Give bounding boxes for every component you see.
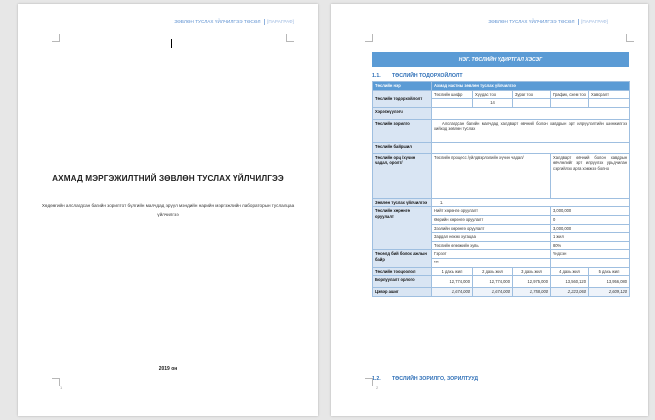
- table-cell: Гэрээт: [432, 250, 551, 259]
- table-cell: 80%: [551, 241, 630, 250]
- table-cell: Цэвэр ашиг: [373, 288, 432, 297]
- header-text: ЗӨВЛӨН ТУСЛАХ ҮЙЛЧИЛГЭЭ ТӨСӨЛ: [488, 19, 575, 25]
- table-cell: [432, 107, 630, 119]
- table-row: [373, 267, 630, 276]
- table-cell: Төслийн өгөөжийн хувь: [432, 241, 551, 250]
- table-row: [373, 119, 630, 142]
- table-cell: 13,560,120: [551, 276, 589, 288]
- table-cell: Төслийн тооцоолол: [373, 267, 432, 276]
- table-cell: 14: [473, 99, 513, 108]
- margin-corner-mark: [626, 34, 634, 42]
- table-cell: [551, 99, 589, 108]
- table-cell: 1 дахь жил: [432, 267, 473, 276]
- table-cell: [513, 99, 551, 108]
- table-cell: [432, 99, 473, 108]
- chapter-banner: НЭГ. ТӨСЛИЙН ҮДИРТГАЛ ХЭСЭГ: [372, 52, 629, 67]
- table-cell: 0: [551, 215, 630, 224]
- table-cell: ***: [432, 258, 551, 267]
- margin-corner-mark: [365, 378, 373, 386]
- header-page-label: [ПАРАГРАФ]: [581, 19, 608, 25]
- table-cell: Төсөлд бий болох ажлын байр: [373, 250, 432, 267]
- section-number: 1.1.: [372, 73, 381, 79]
- table-cell: 12,774,000: [432, 276, 473, 288]
- section-title: ТӨСЛИЙН ТОДОРХОЙЛОЛТ: [392, 73, 463, 79]
- table-cell: Зээлийн хөрөнгө оруулалт: [432, 224, 551, 233]
- page-number: 2: [376, 385, 379, 390]
- section-heading-1-2: [372, 376, 478, 382]
- header-separator: [264, 19, 265, 25]
- table-cell: 1.: [432, 198, 630, 207]
- header-text: ЗӨВЛӨН ТУСЛАХ ҮЙЛЧИЛГЭЭ ТӨСӨЛ: [174, 19, 261, 25]
- table-cell: Зураг тоо: [513, 90, 551, 99]
- table-cell: 2,609,120: [589, 288, 630, 297]
- table-cell: 1,674,000: [473, 288, 513, 297]
- header-page-label: [ПАРАГРАФ]: [267, 19, 294, 25]
- table-cell: Алслагдсан багийн малчдад халдварт өвчний болон хавдрын эрт илрүүлэлтийн шинжилгээ хийход зөвлөн туслах: [432, 119, 630, 142]
- header-separator: [578, 19, 579, 25]
- page-header: [174, 19, 294, 25]
- section-heading-1-1: [372, 73, 463, 79]
- table-cell: Өөрийн хөрөнгө оруулалт: [432, 215, 551, 224]
- table-cell: Хэрэгжүүлэгч: [373, 107, 432, 119]
- table-cell: Төслийн процесс /үйлдвэрлэлийн хүчин чадал/: [432, 153, 551, 198]
- table-cell: Нийт хөрөнгө оруулалт: [432, 207, 551, 216]
- table-row: [373, 198, 630, 207]
- table-cell: 3 дахь жил: [513, 267, 551, 276]
- table-cell: Төслийн хөрөнгө оруулалт: [373, 207, 432, 250]
- table-cell: Ахмад настны зөвлөн туслах үйлчилгээ: [432, 82, 630, 91]
- page-header: [488, 19, 608, 25]
- margin-corner-mark: [286, 34, 294, 42]
- document-title: АХМАД МЭРГЭЖИЛТНИЙ ЗӨВЛӨН ТУСЛАХ ҮЙЛЧИЛГЭЭ: [52, 174, 284, 183]
- table-cell: Зөвлөн туслах үйлчилгээ: [373, 198, 432, 207]
- table-cell: График, схем тоо: [551, 90, 589, 99]
- table-cell: 4 дахь жил: [551, 267, 589, 276]
- section-title: ТӨСЛИЙН ЗОРИЛГО, ЗОРИЛТУУД: [392, 376, 479, 382]
- text-cursor[interactable]: [171, 39, 172, 48]
- margin-corner-mark: [52, 34, 60, 42]
- table-cell: Зардал нөхөх хугацаа: [432, 233, 551, 242]
- document-page-1: [18, 4, 318, 416]
- table-cell: [551, 258, 630, 267]
- table-row: [373, 250, 630, 259]
- project-definition-table: [372, 81, 630, 297]
- table-cell: Хүүдас тоо: [473, 90, 513, 99]
- page-number: 1: [60, 385, 63, 390]
- table-cell: 3,000,000: [551, 224, 630, 233]
- table-cell: 1 жил: [551, 233, 630, 242]
- table-row: [373, 276, 630, 288]
- table-cell: Борлуулалт орлого: [373, 276, 432, 288]
- table-row: [373, 288, 630, 297]
- table-cell: 1,674,000: [432, 288, 473, 297]
- table-cell: 2,223,060: [551, 288, 589, 297]
- table-row: [373, 207, 630, 216]
- table-cell: Төслийн тодорхойлолт: [373, 90, 432, 107]
- margin-corner-mark: [365, 34, 373, 42]
- table-cell: 2 дахь жил: [473, 267, 513, 276]
- table-cell: Төслийн байршил: [373, 142, 432, 153]
- section-number: 1.2.: [372, 376, 381, 382]
- table-cell: Төслийн нэр: [373, 82, 432, 91]
- table-cell: 13,956,080: [589, 276, 630, 288]
- document-subtitle: Хөдөөгийн алслагдсан багийн зорилтот бүлгийн малчдад эрүүл мэндийн нарийн мэргэжлийн лабораторын туслалцаа үйлчилгээ: [41, 203, 295, 217]
- table-cell: Төслийн шифр: [432, 90, 473, 99]
- table-cell: Халдварт өвчний болон хавдрын өвчлөлийг эрт илрүүлэх урьдчилан сэргийлэх арга хэмжээ болно: [551, 153, 630, 198]
- table-cell: 12,975,000: [513, 276, 551, 288]
- table-cell: [589, 99, 630, 108]
- document-page-2: [331, 4, 648, 416]
- table-row: [373, 153, 630, 198]
- table-row: [373, 82, 630, 91]
- table-row: [373, 90, 630, 99]
- table-cell: Хавсралт: [589, 90, 630, 99]
- table-cell: [432, 142, 630, 153]
- table-cell: 1,758,000: [513, 288, 551, 297]
- margin-corner-mark: [52, 378, 60, 386]
- table-cell: 5 дахь жил: [589, 267, 630, 276]
- table-cell: 12,774,000: [473, 276, 513, 288]
- table-cell: Төслийн орц /хүчин чадал, оролт/: [373, 153, 432, 198]
- table-row: [373, 107, 630, 119]
- table-cell: Үндсэн: [551, 250, 630, 259]
- table-cell: 3,000,000: [551, 207, 630, 216]
- table-cell: Төслийн зорилго: [373, 119, 432, 142]
- document-year: 2019 он: [158, 366, 178, 372]
- table-row: [373, 142, 630, 153]
